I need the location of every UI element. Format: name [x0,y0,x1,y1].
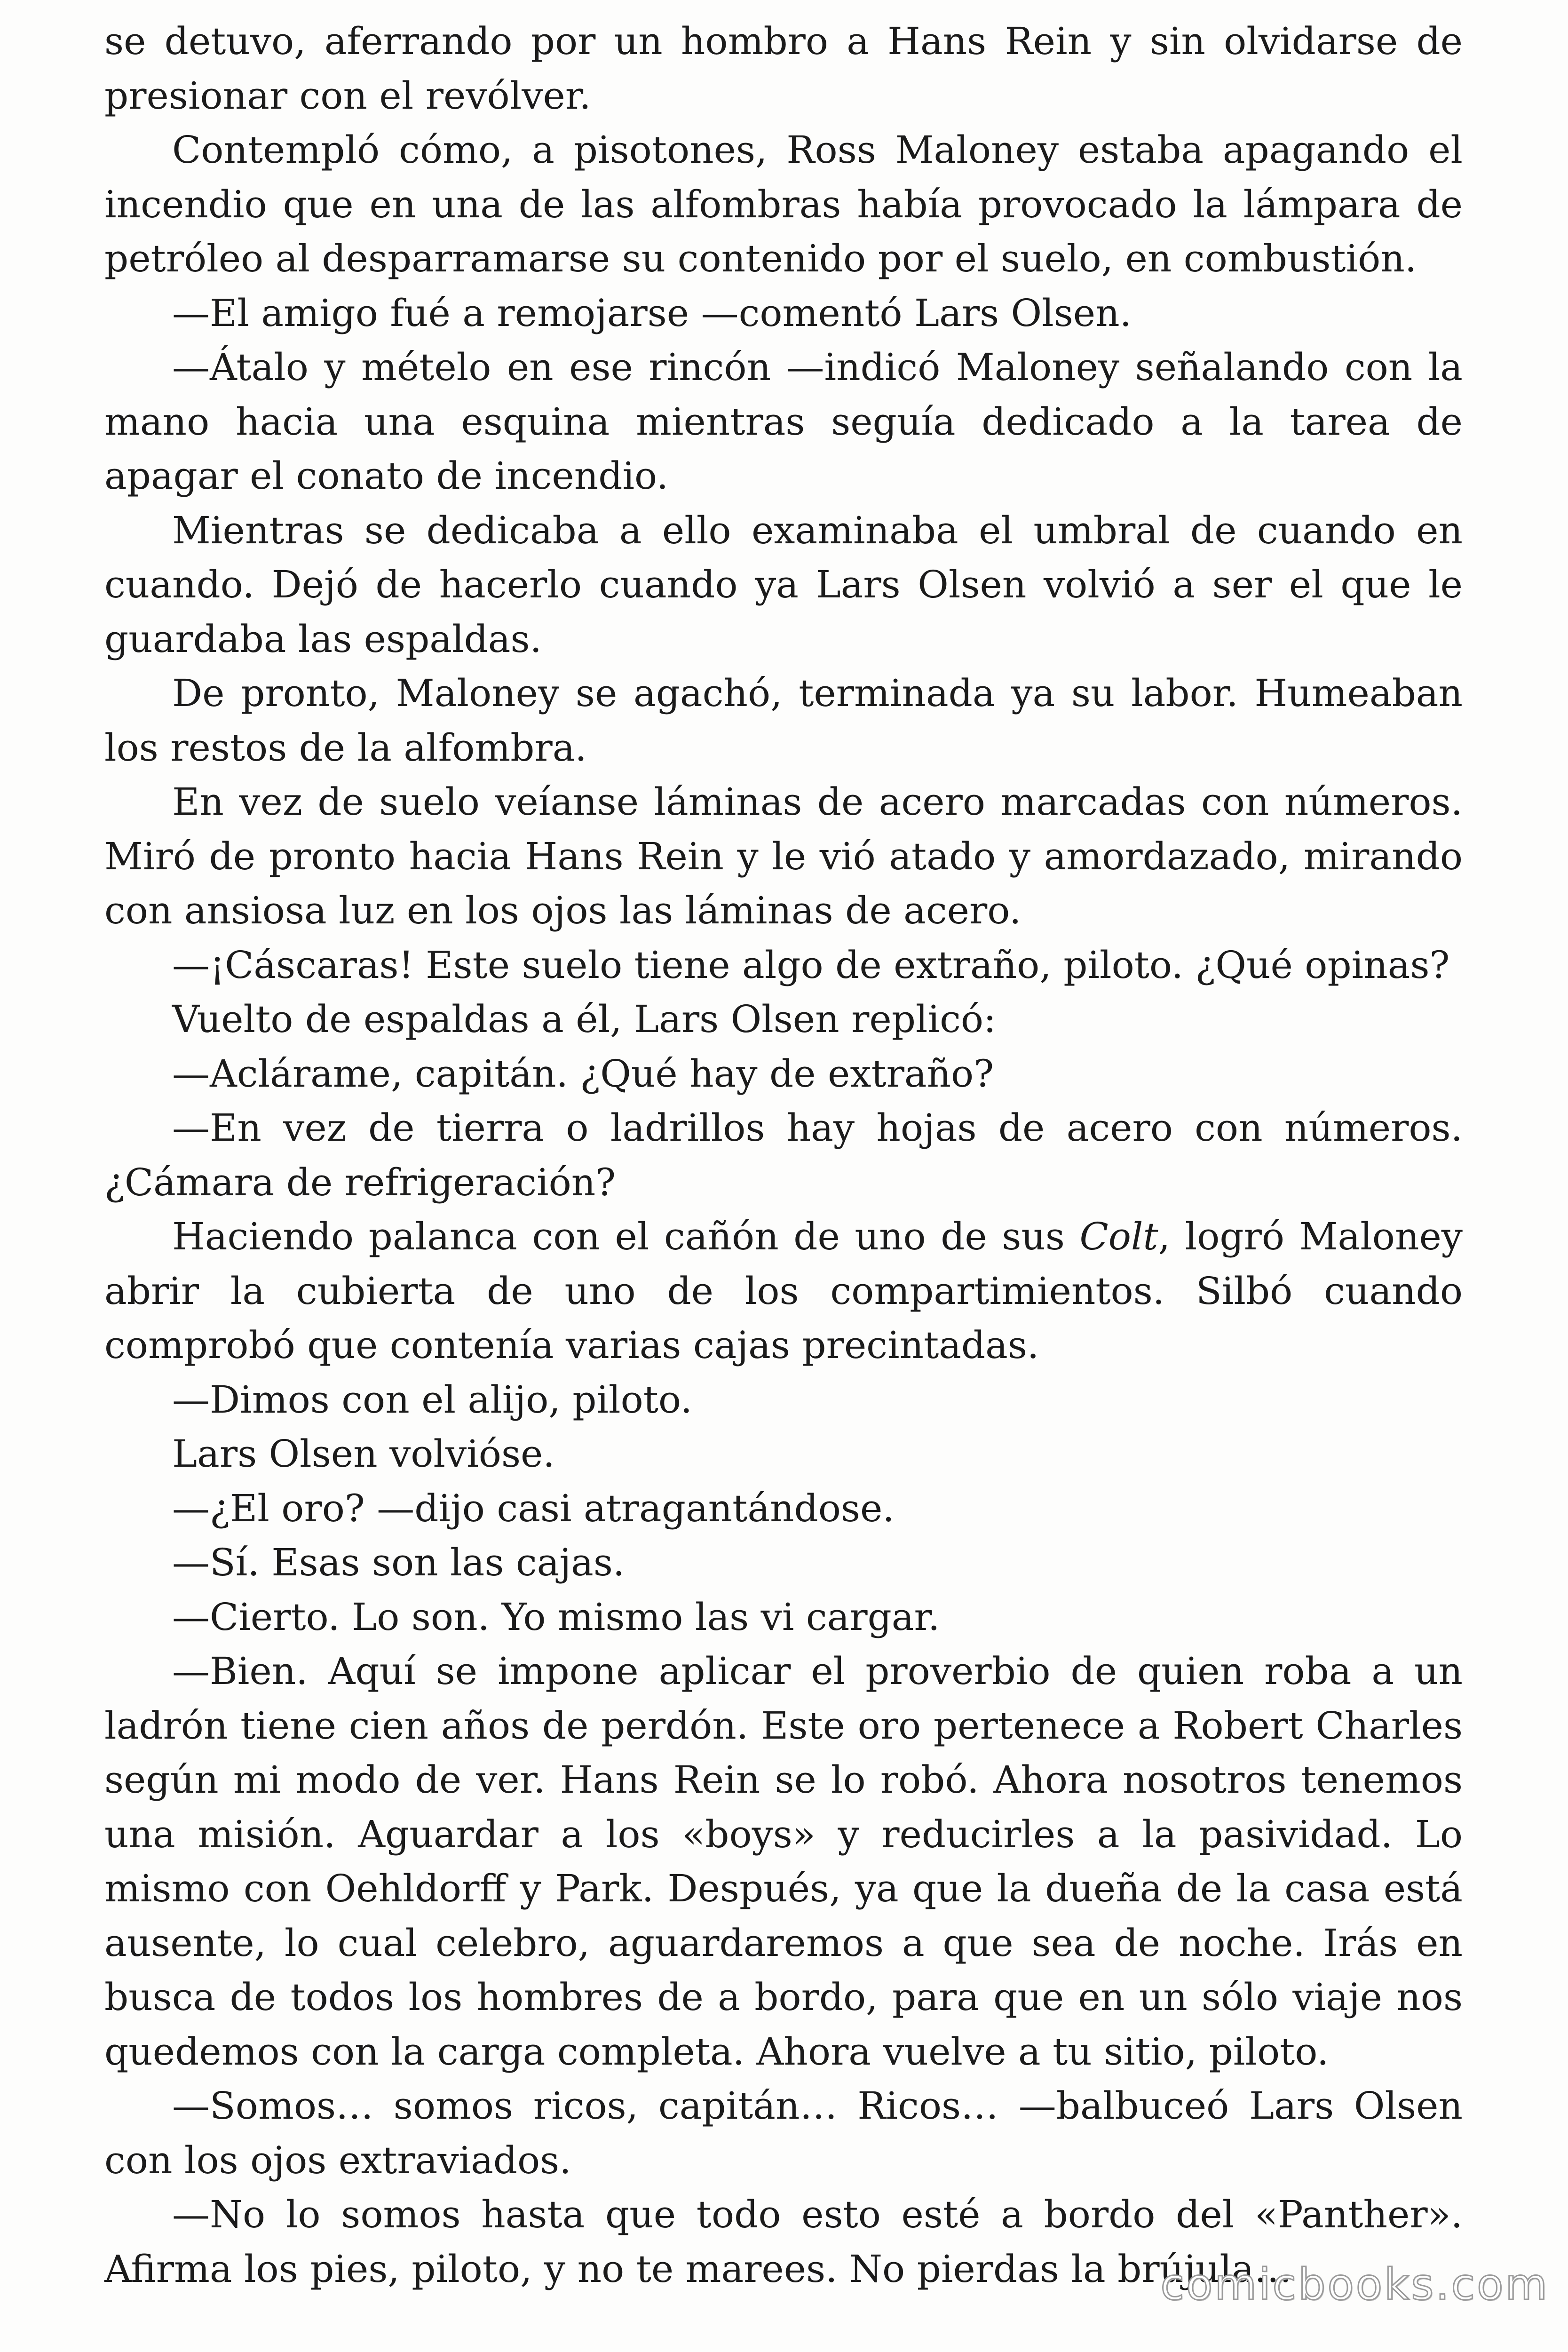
paragraph-16: —Sí. Esas son las cajas. [172,1541,625,1584]
paragraph-12-end: , logró Maloney abrir la cubierta de uno de los compartimientos. Silbó cuando comprobó que contenía varias cajas precintadas. [104,1215,1463,1367]
paragraph-18: —Bien. Aquí se impone aplicar el proverbio de quien roba a un ladrón tiene cien años de perdón. Este oro pertenece a Robert Charles según mi modo de ver. Hans Rein se lo robó. Ahora nosotros tenemos una misión. Aguardar a los «boys» y reducirles a la pasividad. Lo mismo con Oehldorff y Park. Después, ya que la dueña de la casa está ausente, lo cual celebro, aguardaremos a que sea de noche. Irás en busca de todos los hombres de a bordo, para que en un sólo viaje nos quedemos con la carga completa. Ahora vuelve a tu sitio, piloto. [104,1649,1463,2074]
paragraph-20: —No lo somos hasta que todo esto esté a bordo del «Panther». Afirma los pies, piloto, y no te marees. No pierdas la brújula… [104,2193,1463,2291]
paragraph-1: se detuvo, aferrando por un hombro a Hans Rein y sin olvidarse de presionar con el revólver. [104,19,1463,118]
paragraph-12 [104,1209,1463,1373]
paragraph-8: —¡Cáscaras! Este suelo tiene algo de extraño, piloto. ¿Qué opinas? [172,943,1450,987]
paragraph-5: Mientras se dedicaba a ello examinaba el umbral de cuando en cuando. Dejó de hacerlo cuando ya Lars Olsen volvió a ser el que le guardaba las espaldas. [104,508,1463,661]
paragraph-11: —En vez de tierra o ladrillos hay hojas de acero con números. ¿Cámara de refrigeración? [104,1106,1463,1204]
paragraph-15: —¿El oro? —dijo casi atragantándose. [172,1486,895,1530]
paragraph-10: —Aclárame, capitán. ¿Qué hay de extraño? [172,1051,994,1096]
paragraph-12-start: Haciendo palanca con el cañón de uno de sus [172,1215,1080,1258]
paragraph-17: —Cierto. Lo son. Yo mismo las vi cargar. [172,1595,940,1639]
paragraph-14: Lars Olsen volvióse. [172,1432,555,1476]
colt-italic: Colt [1079,1215,1158,1258]
paragraph-19: —Somos… somos ricos, capitán… Ricos… —balbuceó Lars Olsen con los ojos extraviados. [104,2084,1463,2182]
paragraph-7: En vez de suelo veíanse láminas de acero marcadas con números. Miró de pronto hacia Hans Rein y le vió atado y amordazado, mirando con ansiosa luz en los ojos las láminas de acero. [104,780,1463,932]
paragraph-9: Vuelto de espaldas a él, Lars Olsen replicó: [172,997,996,1041]
paragraph-3: —El amigo fué a remojarse —comentó Lars Olsen. [172,291,1132,335]
body-text [104,14,1463,2296]
paragraph-2: Contempló cómo, a pisotones, Ross Maloney estaba apagando el incendio que en una de las alfombras había provocado la lámpara de petróleo al desparramarse su contenido por el suelo, en combustión. [104,128,1463,280]
watermark-logo: comicbooks.com [1160,2259,1549,2310]
paragraph-13: —Dimos con el alijo, piloto. [172,1377,693,1422]
paragraph-4: —Átalo y mételo en ese rincón —indicó Maloney señalando con la mano hacia una esquina mientras seguía dedicado a la tarea de apagar el conato de incendio. [104,345,1463,498]
paragraph-6: De pronto, Maloney se agachó, terminada ya su labor. Humeaban los restos de la alfombra. [104,671,1463,770]
